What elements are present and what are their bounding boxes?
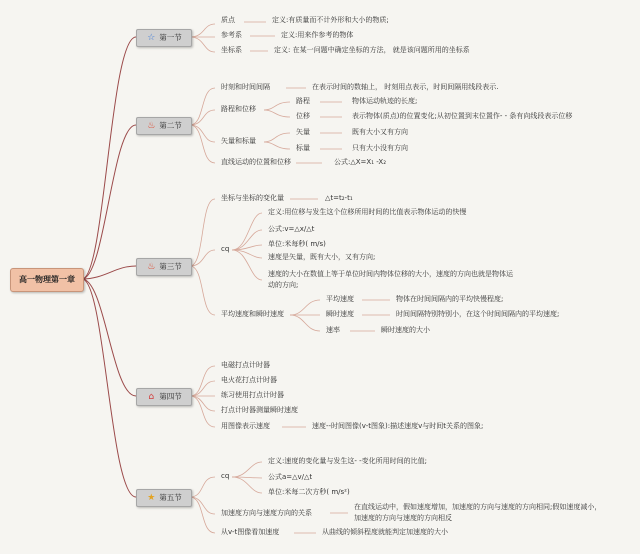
note-text: 加速度的方向与速度的方向相反 <box>354 514 452 522</box>
node-definition: 时间间隔特别特别小，在这个时间间隔内的平均速度; <box>396 310 560 318</box>
section-node-3[interactable] <box>136 258 192 276</box>
star-outline-icon: ☆ <box>147 33 156 43</box>
node-label: 电磁打点计时器 <box>221 361 270 369</box>
note-text: 单位:米每二次方秒( m/s²) <box>268 488 350 496</box>
node-definition: 物体运动轨迹的长度; <box>352 97 418 105</box>
node-label: 质点 <box>221 16 235 24</box>
section-title: 第二节 <box>159 121 182 130</box>
node-label: 直线运动的位置和位移 <box>221 158 291 166</box>
node-definition: 定义:有质量而不计外形和大小的物质; <box>272 16 389 24</box>
star-gold-icon: ★ <box>147 493 156 503</box>
note-text: 定义:用位移与发生这个位移所用时间的比值表示物体运动的快慢 <box>268 208 467 216</box>
node-label: 参考系 <box>221 31 242 39</box>
sub-node-label: 标量 <box>296 144 310 152</box>
sub-node-label: 瞬时速度 <box>326 310 354 318</box>
node-definition: 瞬时速度的大小 <box>381 326 430 334</box>
home-icon: ⌂ <box>148 392 155 402</box>
note-text: 单位:米每秒( m/s) <box>268 240 326 248</box>
node-definition: 既有大小又有方向 <box>352 128 408 136</box>
node-label: 坐标与坐标的变化量 <box>221 194 284 202</box>
section-node-1[interactable] <box>136 29 192 47</box>
sub-node-label: 路程 <box>296 97 310 105</box>
section-node-2[interactable] <box>136 117 192 135</box>
node-label: cq <box>221 472 230 480</box>
section-node-5[interactable] <box>136 489 192 507</box>
section-node-4[interactable] <box>136 388 192 406</box>
node-label: 用图像表示速度 <box>221 422 270 430</box>
node-label: 时刻和时间间隔 <box>221 83 270 91</box>
node-label: 电火花打点计时器 <box>221 376 277 384</box>
note-text: 速度的大小在数值上等于单位时间内物体位移的大小，速度的方向也就是物体运 <box>268 270 513 278</box>
sub-node-label: 平均速度 <box>326 295 354 303</box>
section-title: 第五节 <box>159 493 182 502</box>
node-definition: 定义: 在某一问题中确定坐标的方法， 就是该问题所用的坐标系 <box>274 46 470 54</box>
node-definition: △t=t₂-t₁ <box>325 194 353 202</box>
sub-node-label: 位移 <box>296 112 310 120</box>
note-text: 公式a=△v/△t <box>268 473 313 481</box>
note-text: 动的方向; <box>268 281 299 289</box>
node-definition: 物体在时间间隔内的平均快慢程度; <box>396 295 504 303</box>
node-definition: 公式:△X=X₁ -X₂ <box>334 158 387 166</box>
node-definition: 定义:用来作参考的物体 <box>281 31 354 39</box>
node-label: 练习使用打点计时器 <box>221 391 284 399</box>
sub-node-label: 矢量 <box>296 128 310 136</box>
note-text: 公式:v=△x/△t <box>268 225 315 233</box>
section-title: 第三节 <box>159 262 182 271</box>
node-definition: 只有大小没有方向 <box>352 144 408 152</box>
node-label: 矢量和标量 <box>221 137 256 145</box>
fire-icon: ♨ <box>147 262 156 272</box>
sub-node-label: 速率 <box>326 326 340 334</box>
node-label: 路程和位移 <box>221 105 256 113</box>
section-title: 第四节 <box>159 392 182 401</box>
node-definition: 从曲线的倾斜程度就能判定加速度的大小 <box>322 528 448 536</box>
node-label: 坐标系 <box>221 46 242 54</box>
note-text: 速度是矢量，既有大小，又有方向; <box>268 253 376 261</box>
node-label: 平均速度和瞬时速度 <box>221 310 284 318</box>
node-label: 加速度方向与速度方向的关系 <box>221 509 312 517</box>
node-label: cq <box>221 245 230 253</box>
note-text: 在直线运动中，假如速度增加，加速度的方向与速度的方向相同;假如速度减小， <box>354 503 602 511</box>
node-label: 从v-t图像看加速度 <box>221 528 280 536</box>
fire-icon: ♨ <box>147 121 156 131</box>
note-text: 定义:速度的变化量与发生这- -变化所用时间的比值; <box>268 457 427 465</box>
root-node[interactable]: 高一物理第一章 <box>10 268 84 292</box>
node-definition: 表示物体(质点)的位置变化;从初位置到末位置作- - 条有向线段表示位移 <box>352 112 573 120</box>
node-definition: 速度--时间图像(v-t图象):描述速度v与时间t关系的图象; <box>312 422 484 430</box>
node-definition: 在表示时间的数轴上， 时刻用点表示，时间间隔用线段表示. <box>312 83 499 91</box>
node-label: 打点计时器测量瞬时速度 <box>221 406 298 414</box>
section-title: 第一节 <box>159 33 182 42</box>
